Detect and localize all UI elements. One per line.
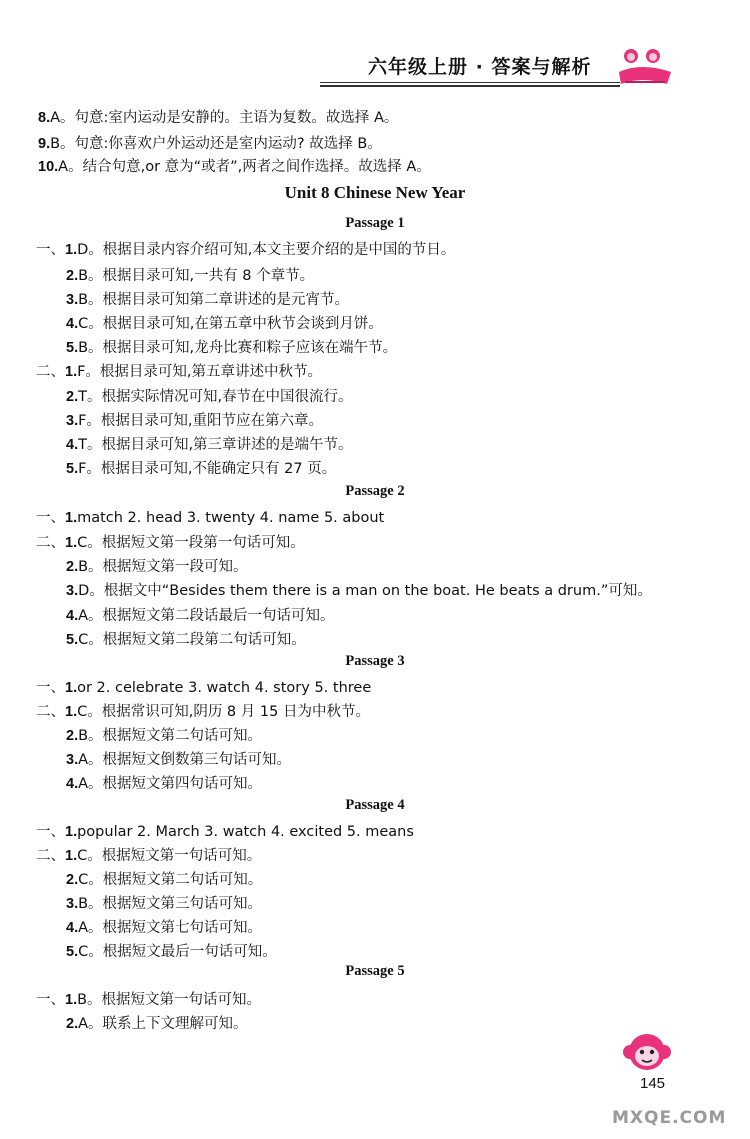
header-rule: [320, 82, 620, 83]
passage-title: Passage 4: [345, 797, 405, 813]
answer-line: 10.A。结合句意,or 意为“或者”,两者之间作选择。故选择 A。: [38, 159, 431, 175]
page-number: 145: [640, 1075, 666, 1092]
unit-title: Unit 8 Chinese New Year: [284, 183, 466, 202]
passage-title: Passage 2: [345, 483, 405, 499]
page-header: [300, 44, 730, 94]
answer-line: 2.B。根据短文第一段可知。: [66, 559, 248, 575]
answer-line: 5.C。根据短文最后一句话可知。: [66, 944, 277, 960]
passage-title: Passage 3: [345, 653, 405, 669]
answer-line: 一、1.popular 2. March 3. watch 4. excited 5. means: [36, 824, 414, 840]
answer-line: 2.T。根据实际情况可知,春节在中国很流行。: [66, 389, 353, 405]
answer-line: 二、1.C。根据短文第一段第一句话可知。: [36, 535, 305, 551]
header-rule-thick: [320, 85, 620, 87]
header-title: 六年级上册 · 答案与解析: [368, 56, 592, 78]
passage-title: Passage 5: [345, 963, 405, 979]
answer-line: 2.B。根据目录可知,一共有 8 个章节。: [66, 268, 315, 284]
answer-line: 一、1.match 2. head 3. twenty 4. name 5. about: [36, 510, 385, 526]
answer-line: 3.B。根据目录可知第二章讲述的是元宵节。: [66, 292, 350, 308]
answer-line: 3.A。根据短文倒数第三句话可知。: [66, 752, 292, 768]
answer-line: 5.F。根据目录可知,不能确定只有 27 页。: [66, 461, 337, 477]
answer-line: 一、1.B。根据短文第一句话可知。: [36, 992, 262, 1008]
answer-line: 5.B。根据目录可知,龙舟比赛和粽子应该在端午节。: [66, 340, 398, 356]
answer-line: 5.C。根据短文第二段第二句话可知。: [66, 632, 306, 648]
answer-line: 4.A。根据短文第四句话可知。: [66, 776, 263, 792]
answer-line: 9.B。句意:你喜欢户外运动还是室内运动? 故选择 B。: [38, 136, 382, 152]
answer-line: 8.A。句意:室内运动是安静的。主语为复数。故选择 A。: [38, 110, 399, 126]
answer-line: 一、1.or 2. celebrate 3. watch 4. story 5. three: [36, 680, 372, 696]
answer-line: 4.A。根据短文第二段话最后一句话可知。: [66, 608, 335, 624]
answer-line: 二、1.F。根据目录可知,第五章讲述中秋节。: [36, 364, 323, 380]
answer-line: 3.B。根据短文第三句话可知。: [66, 896, 263, 912]
answer-line: 4.A。根据短文第七句话可知。: [66, 920, 263, 936]
answer-line: 2.A。联系上下文理解可知。: [66, 1016, 248, 1032]
monkey-mascot-icon: [622, 1030, 672, 1076]
answer-line: 3.D。根据文中“Besides them there is a man on the boat. He beats a drum.”可知。: [66, 583, 652, 599]
answer-line: 二、1.C。根据短文第一句话可知。: [36, 848, 262, 864]
passage-title: Passage 1: [345, 215, 405, 231]
answer-line: 二、1.C。根据常识可知,阴历 8 月 15 日为中秋节。: [36, 704, 370, 720]
watermark-text: MXQE.COM: [612, 1108, 727, 1128]
answer-line: 2.C。根据短文第二句话可知。: [66, 872, 263, 888]
answer-line: 4.T。根据目录可知,第三章讲述的是端午节。: [66, 437, 353, 453]
children-logo-icon: [615, 44, 675, 90]
answer-line: 3.F。根据目录可知,重阳节应在第六章。: [66, 413, 324, 429]
answer-line: 一、1.D。根据目录内容介绍可知,本文主要介绍的是中国的节日。: [36, 242, 456, 258]
answer-line: 4.C。根据目录可知,在第五章中秋节会谈到月饼。: [66, 316, 383, 332]
answer-line: 2.B。根据短文第二句话可知。: [66, 728, 263, 744]
